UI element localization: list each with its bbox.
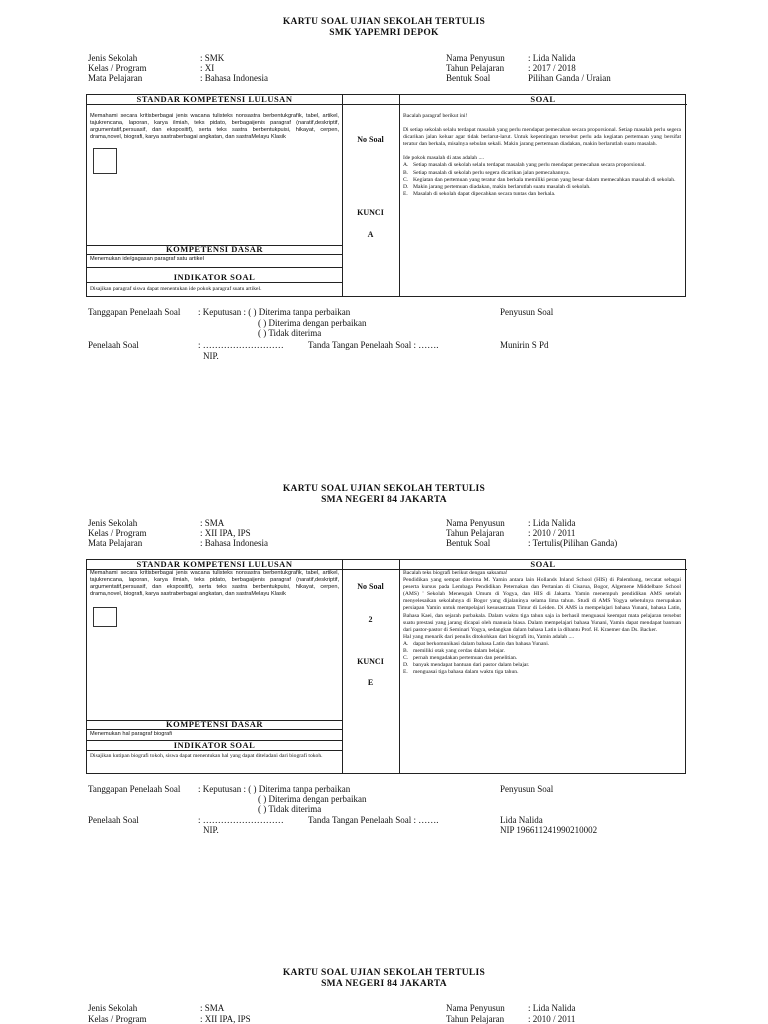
option-key: D.: [403, 662, 409, 669]
nip-label: NIP.: [203, 351, 219, 361]
card-title: KARTU SOAL UJIAN SEKOLAH TERTULIS: [282, 484, 486, 494]
indikator-header: INDIKATOR SOAL: [87, 740, 342, 751]
school-name: SMA NEGERI 84 JAKARTA: [321, 979, 447, 989]
meta-label: Tahun Pelajaran: [446, 1014, 505, 1024]
kd-text: Menemukan ide/gagasan paragraf satu artikel: [90, 256, 204, 262]
option-key: C.: [403, 176, 409, 183]
school-name: SMK YAPEMRI DEPOK: [329, 28, 439, 38]
option-key: A.: [403, 640, 409, 647]
question-line: [403, 148, 681, 155]
option-text: dapat berkomunikasi dalam bahasa Latin dan bahasa Yunani.: [413, 640, 550, 647]
answer-option: [403, 655, 681, 662]
kunci-label: KUNCI: [357, 208, 384, 217]
penelaah-label: Penelaah Soal: [88, 815, 139, 825]
meta-label: Nama Penyusun: [446, 518, 505, 528]
card-table: [86, 559, 686, 774]
ttd-label: Tanda Tangan Penelaah Soal : …….: [308, 340, 439, 350]
meta-label: Jenis Sekolah: [88, 53, 138, 63]
indikator-header: INDIKATOR SOAL: [87, 272, 342, 283]
keputusan-option: ( ) Diterima dengan perbaikan: [258, 318, 367, 328]
kd-text: Menemukan hal paragraf biografi: [90, 731, 173, 737]
meta-label: Jenis Sekolah: [88, 518, 138, 528]
penyusun-label: Penyusun Soal: [500, 784, 554, 794]
no-soal-label: No Soal: [357, 582, 384, 591]
meta-value: Pilihan Ganda / Uraian: [528, 73, 611, 83]
meta-label: Bentuk Soal: [446, 538, 491, 548]
signer-name: Munirin S Pd: [500, 340, 549, 350]
meta-value: : SMA: [200, 1003, 225, 1013]
meta-value: : Bahasa Indonesia: [200, 73, 268, 83]
option-text: Kegiatan dan pertemuan yang teratur dan berkala memiliki peran yang besar dalam memecahkan masalah di sekolah.: [413, 176, 676, 183]
tanggapan-label: Tanggapan Penelaah Soal: [88, 307, 181, 317]
option-text: menguasai tiga bahasa dalam waktu tiga tahun.: [413, 669, 519, 676]
soal-header: SOAL: [530, 559, 556, 569]
meta-label: Bentuk Soal: [446, 73, 491, 83]
answer-option: [403, 184, 681, 191]
kunci-value: E: [367, 678, 374, 687]
meta-value: : Lida Nalida: [528, 518, 576, 528]
meta-value: : 2010 / 2011: [528, 528, 576, 538]
answer-option: [403, 170, 681, 177]
penyusun-label: Penyusun Soal: [500, 307, 554, 317]
nip-label: NIP.: [203, 825, 219, 835]
answer-option: [403, 191, 681, 198]
option-text: Setiap masalah di sekolah selalu terdapat masalah yang perlu mendapat pemecahan secara proporsional.: [413, 162, 646, 169]
option-key: E.: [403, 190, 408, 197]
option-text: pernah mengadakan pertemuan dan penelitian.: [413, 655, 518, 662]
answer-option: [403, 662, 681, 669]
meta-value: : XI: [200, 63, 215, 73]
skl-header: STANDAR KOMPETENSI LULUSAN: [136, 94, 293, 104]
option-text: banyak mendapat bantuan dari pastor dalam belajar.: [413, 662, 530, 669]
answer-option: [403, 177, 681, 184]
meta-value: : SMK: [200, 53, 225, 63]
meta-label: Jenis Sekolah: [88, 1003, 138, 1013]
question-line: Di setiap sekolah selalu terdapat masalah yang perlu mendapat pemecahan secara proporsional. Setiap masalah perlu segera dicarikan jalan keluar agar tidak berlarut-larut. Untuk kepentingan tersebut perlu ada kegiatan pertemuan yang bersifat teratur dan berkala, misalnya sebulan sekali. Makin jarang pertemuan diadakan, makin berlarutlah suatu masalah.: [403, 127, 681, 148]
option-key: E.: [403, 669, 408, 676]
meta-value: : Lida Nalida: [528, 53, 576, 63]
card-table: [86, 94, 686, 297]
keputusan-option: ( ) Tidak diterima: [258, 804, 322, 814]
option-key: A.: [403, 162, 409, 169]
skl-header: STANDAR KOMPETENSI LULUSAN: [136, 559, 293, 569]
option-text: Makin jarang pertemuan diadakan, makin berlarutlah suatu masalah di sekolah.: [413, 183, 591, 190]
meta-label: Nama Penyusun: [446, 53, 505, 63]
tanggapan-label: Tanggapan Penelaah Soal: [88, 784, 181, 794]
question-body: [403, 570, 681, 676]
meta-label: Kelas / Program: [88, 63, 147, 73]
question-line: Ide pokok masalah di atas adalah ....: [403, 155, 485, 162]
question-card-1: [0, 0, 768, 440]
meta-value: : Tertulis(Pilihan Ganda): [528, 538, 618, 548]
keputusan-option: ( ) Tidak diterima: [258, 328, 322, 338]
question-line: Hal yang menarik dari penulis ditokohkan dari biografi itu, Yamin adalah ....: [403, 633, 575, 640]
kunci-value: A: [367, 230, 374, 239]
option-text: Setiap masalah di sekolah perlu segera dicarikan jalan pemecahannya.: [413, 169, 571, 176]
meta-value: : Lida Nalida: [528, 1003, 576, 1013]
ttd-label: Tanda Tangan Penelaah Soal : …….: [308, 815, 439, 825]
keputusan-option: : Keputusan : ( ) Diterima tanpa perbaikan: [198, 307, 351, 317]
meta-label: Kelas / Program: [88, 528, 147, 538]
soal-header: SOAL: [530, 94, 556, 104]
keputusan-option: ( ) Diterima dengan perbaikan: [258, 794, 367, 804]
skl-text: Memahami secara kritisberbagai jenis wacana tulisteks nonsastra berbentukgrafik, tabel, artikel, tajukrencana, laporan, karya ilmiah, teks pidato, berbagaijenis paragraf (naratif,deskriptif, argumentatif,persuasif, dan ekspositif), serta teks sastra berbentukpuisi, hikayat, cerpen, drama,novel, biografi, karya sastraberbagai angkatan, dan sastraMelayu Klasik: [90, 113, 339, 141]
skl-highlight-box: [93, 148, 117, 174]
meta-label: Mata Pelajaran: [88, 538, 143, 548]
meta-value: : 2017 / 2018: [528, 63, 576, 73]
meta-value: : 2010 / 2011: [528, 1014, 576, 1024]
meta-label: Nama Penyusun: [446, 1003, 505, 1013]
meta-label: Kelas / Program: [88, 1014, 147, 1024]
meta-value: : XII IPA, IPS: [200, 528, 251, 538]
kunci-label: KUNCI: [357, 657, 384, 666]
question-line: Bacalah teks biografi berikut dengan saksama!: [403, 570, 508, 576]
meta-label: Tahun Pelajaran: [446, 63, 505, 73]
school-name: SMA NEGERI 84 JAKARTA: [321, 495, 447, 505]
question-body: [403, 113, 681, 198]
skl-text: Memahami secara kritisberbagai jenis wacana tulisteks nonsastra berbentukgrafik, tabel, artikel, tajukrencana, laporan, karya ilmiah, teks pidato, berbagaijenis paragraf (naratif,deskriptif, argumentatif,persuasif, dan ekspositif), serta teks sastra berbentukpuisi, hikayat, cerpen, drama,novel, biografi, karya sastraberbagai angkatan, dan sastraMelayu Klasik: [90, 570, 339, 598]
question-card-2: [0, 474, 768, 874]
card-title: KARTU SOAL UJIAN SEKOLAH TERTULIS: [282, 17, 486, 27]
answer-option: [403, 648, 681, 655]
question-line: Bacalah paragraf berikut ini!: [403, 113, 468, 119]
option-key: B.: [403, 169, 409, 176]
option-key: C.: [403, 655, 409, 662]
option-text: Masalah di sekolah dapat dipecahkan secara tuntas dan berkala.: [413, 190, 556, 197]
question-card-3: [0, 960, 768, 1024]
meta-value: : Bahasa Indonesia: [200, 538, 268, 548]
skl-highlight-box: [93, 607, 117, 627]
no-soal-value: 2: [368, 615, 373, 624]
answer-option: [403, 162, 681, 169]
indikator-text: Disajikan paragraf siswa dapat menentukan ide pokok paragraf suatu artikel.: [90, 286, 262, 292]
signer-nip: NIP 196611241990210002: [500, 825, 598, 835]
kd-header: KOMPETENSI DASAR: [87, 245, 342, 255]
keputusan-option: : Keputusan : ( ) Diterima tanpa perbaikan: [198, 784, 351, 794]
meta-value: : XII IPA, IPS: [200, 1014, 251, 1024]
signer-name: Lida Nalida: [500, 815, 543, 825]
kd-header: KOMPETENSI DASAR: [87, 720, 342, 730]
answer-option: [403, 641, 681, 648]
card-title: KARTU SOAL UJIAN SEKOLAH TERTULIS: [282, 968, 486, 978]
meta-label: Tahun Pelajaran: [446, 528, 505, 538]
meta-label: Mata Pelajaran: [88, 73, 143, 83]
answer-option: [403, 669, 681, 676]
option-key: D.: [403, 183, 409, 190]
option-text: memiliki otak yang cerdas dalam belajar.: [413, 648, 505, 655]
penelaah-dots: : ………………………: [198, 815, 284, 825]
question-line: [403, 120, 681, 127]
no-soal-label: No Soal: [357, 135, 384, 144]
penelaah-dots: : ………………………: [198, 340, 284, 350]
option-key: B.: [403, 648, 409, 655]
indikator-text: Disajikan kutipan biografi tokoh, siswa dapat menentukan hal yang dapat diteladani dari biografi tokoh.: [90, 753, 323, 759]
meta-value: : SMA: [200, 518, 225, 528]
penelaah-label: Penelaah Soal: [88, 340, 139, 350]
question-line: Pendidikan yang sempat diterima M. Yamin antara lain Hollands Inland School (HIS) di Palembang, tercatat sebagai peserta kursus pada Lembaga Pendidikan Peternakan dan Pertanian di Cisarua, Bogor, Algemene Middelbare School (AMS) ' Sekolah Menengah Umum di Yogya, dan HIS di Jakarta. Yamin menempuh pendidikan AMS setelah menyelesaikan sekolahnya di Bogor yang dijalaninya selama lima tahun. Studi di AMS Yogya sebetulnya merupakan persiapan Yamin untuk mempelajari kesusastraan Timur di Leiden. Di AMS ia mempelajari bahasa Yunani, bahasa Latin, Bahasa Kaei, dan sejarah purbakala. Dalam waktu tiga tahun saja ia berhasil menguasai keempat mata pelajaran tersebut suatu prestasi yang jarang dicapai oleh manusia biasa. Dalam mempelajari bahasa Yunani, Yamin dapat mendapat bantuan dari pastor-pastor di Seminari Yogya, sedangkan dalam bahasa Latin ia dibantu Prof. H. Kraemer dan Ds. Backer.: [403, 577, 681, 633]
